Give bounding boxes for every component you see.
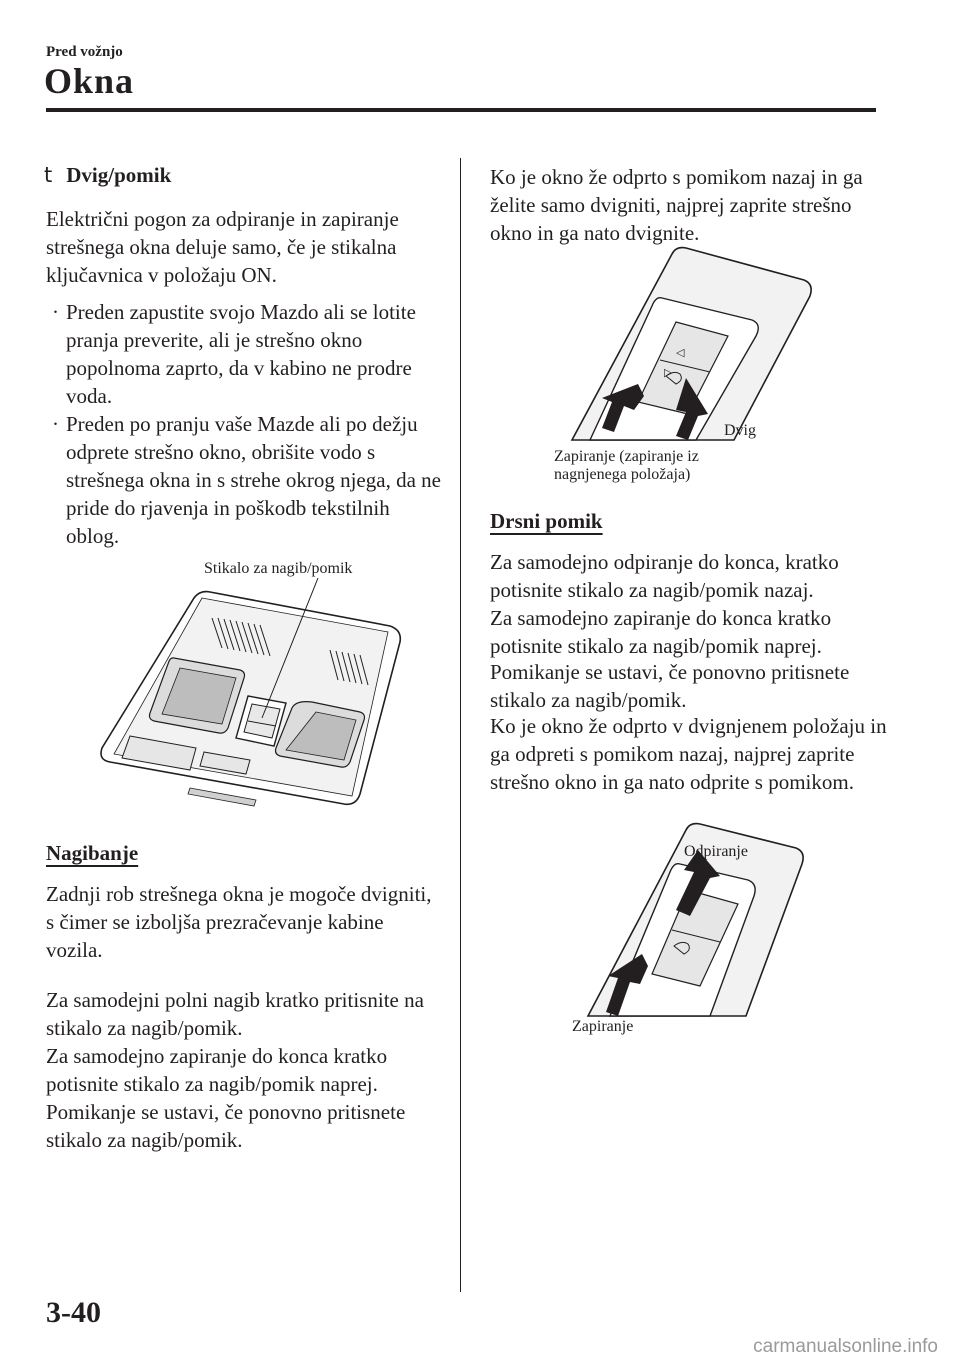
- list-item-text: Preden zapustite svojo Mazdo ali se lotite pranja preverite, ali je strešno okno popolnoma zaprto, da v kabino ne prodre voda.: [66, 300, 416, 408]
- page-number: 3-40: [46, 1296, 101, 1329]
- intro-paragraph: Električni pogon za odpiranje in zapiranje strešnega okna deluje samo, če je stikalna ključavnica v položaju ON.: [46, 207, 399, 287]
- fig2-label-close: [554, 448, 699, 484]
- overhead-console-illustration: [90, 578, 420, 818]
- slide-paragraph-3: Pomikanje se ustavi, če ponovno pritisnete stikalo za nagib/pomik.: [490, 660, 850, 712]
- svg-text:◁: ◁: [676, 346, 685, 359]
- svg-text:▷: ▷: [664, 366, 673, 379]
- tilt-note-paragraph: Ko je okno že odprto s pomikom nazaj in ga želite samo dvigniti, najprej zaprite strešno okno in ga nato dvignite.: [490, 165, 863, 245]
- tilt-paragraph-3: Za samodejno zapiranje do konca kratko potisnite stikalo za nagib/pomik naprej.: [46, 1044, 388, 1096]
- list-item: [46, 410, 442, 550]
- slide-paragraph-1: Za samodejno odpiranje do konca, kratko potisnite stikalo za nagib/pomik nazaj.: [490, 550, 839, 602]
- caution-list: [46, 298, 442, 550]
- fig2-label-up: Dvig: [724, 422, 756, 439]
- header-rule: [46, 108, 876, 112]
- list-item-text: Preden po pranju vaše Mazde ali po dežju odprete strešno okno, obrišite vodo s strešnega okna in s strehe okrog njega, da ne pride do rjavenja in poškodb tekstilnih oblog.: [66, 412, 441, 548]
- column-divider: [460, 158, 461, 1292]
- subsection-heading-text: Dvig/pomik: [66, 163, 172, 187]
- page-title: Okna: [44, 61, 135, 101]
- fig3-label-open: Odpiranje: [684, 843, 748, 860]
- bullet-dot: ·: [52, 300, 59, 324]
- slide-paragraph-4: Ko je okno že odprto v dvignjenem položaju in ga odpreti s pomikom nazaj, najprej zaprite strešno okno in ga nato odprite s pomikom.: [490, 714, 887, 794]
- heading-bullet-glyph: t: [44, 163, 53, 187]
- section-label: Pred vožnjo: [46, 44, 123, 60]
- fig3-label-close: Zapiranje: [572, 1018, 634, 1035]
- subsection-heading: [44, 163, 171, 188]
- tilt-switch-illustration: [556, 244, 816, 444]
- bullet-dot: ·: [52, 412, 59, 436]
- subhead-nagibanje: Nagibanje: [46, 841, 139, 865]
- tilt-paragraph-2: Za samodejni polni nagib kratko pritisnite na stikalo za nagib/pomik.: [46, 988, 424, 1040]
- figure1-label: Stikalo za nagib/pomik: [204, 560, 353, 577]
- watermark: carmanualsonline.info: [753, 1336, 938, 1357]
- fig2-label-close-line1: Zapiranje (zapiranje iz: [554, 448, 699, 465]
- subhead-drsni-pomik: Drsni pomik: [490, 509, 603, 533]
- slide-paragraph-2: Za samodejno zapiranje do konca kratko potisnite stikalo za nagib/pomik naprej.: [490, 606, 832, 658]
- list-item: [46, 298, 442, 410]
- fig2-label-close-line2: nagnjenega položaja): [554, 466, 691, 483]
- tilt-paragraph-4: Pomikanje se ustavi, če ponovno pritisnete stikalo za nagib/pomik.: [46, 1100, 406, 1152]
- tilt-paragraph-1: Zadnji rob strešnega okna je mogoče dvigniti, s čimer se izboljša prezračevanje kabine vozila.: [46, 882, 432, 962]
